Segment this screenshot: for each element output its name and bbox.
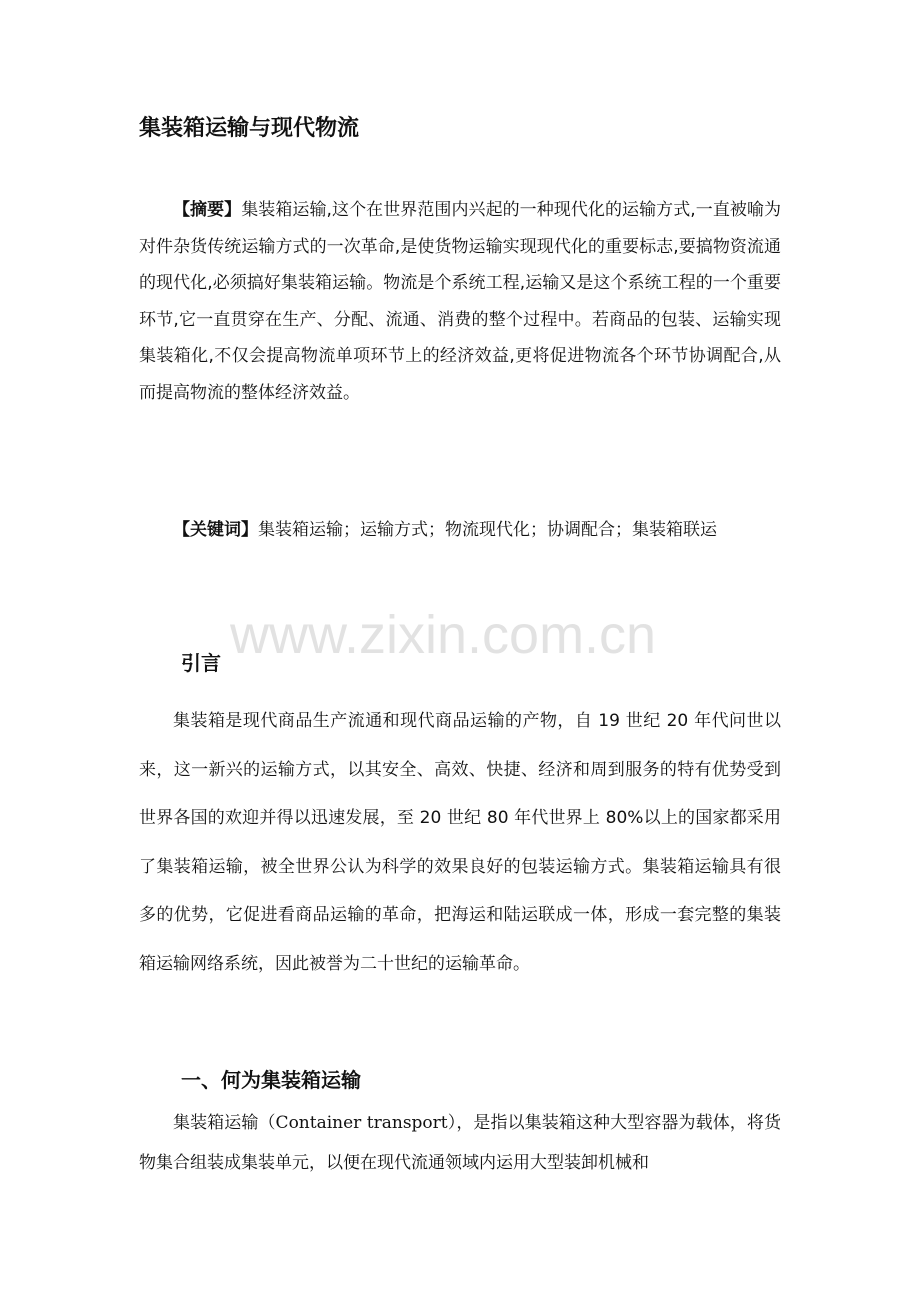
document-title: 集装箱运输与现代物流 (139, 116, 360, 141)
abstract-paragraph (139, 192, 781, 411)
keywords-text: 集装箱运输；运输方式；物流现代化；协调配合；集装箱联运 (258, 520, 717, 540)
abstract-text: 集装箱运输,这个在世界范围内兴起的一种现代化的运输方式,一直被喻为对件杂货传统运输方式的一次革命,是使货物运输实现现代化的重要标志,要搞物资流通的现代化,必须搞好集装箱运输。物流是个系统工程,运输又是这个系统工程的一个重要环节,它一直贯穿在生产、分配、流通、消费的整个过程中。若商品的包装、运输实现集装箱化,不仅会提高物流单项环节上的经济效益,更将促进物流各个环节协调配合,从而提高物流的整体经济效益。 (139, 200, 782, 403)
section-1-heading: 一、何为集装箱运输 (181, 1068, 361, 1092)
site-watermark: www.zixin.com.cn (230, 605, 657, 665)
intro-paragraph: 集装箱是现代商品生产流通和现代商品运输的产物，自 19 世纪 20 年代问世以来，这一新兴的运输方式，以其安全、高效、快捷、经济和周到服务的特有优势受到世界各国的欢迎并得以迅速发展，至 20 世纪 80 年代世界上 80%以上的国家都采用了集装箱运输，被全世界公认为科学的效果良好的包装运输方式。集装箱运输具有很多的优势，它促进看商品运输的革命，把海运和陆运联成一体，形成一套完整的集装箱运输网络系统，因此被誉为二十世纪的运输革命。 (139, 711, 781, 974)
keywords-label: 【关键词】 (173, 520, 258, 540)
abstract-label: 【摘要】 (173, 200, 242, 220)
keywords-paragraph (139, 512, 781, 549)
section-1-paragraph: 集装箱运输（Container transport），是指以集装箱这种大型容器为载体，将货物集合组装成集装单元，以便在现代流通领域内运用大型装卸机械和 (139, 1113, 781, 1173)
intro-heading: 引言 (181, 651, 221, 675)
